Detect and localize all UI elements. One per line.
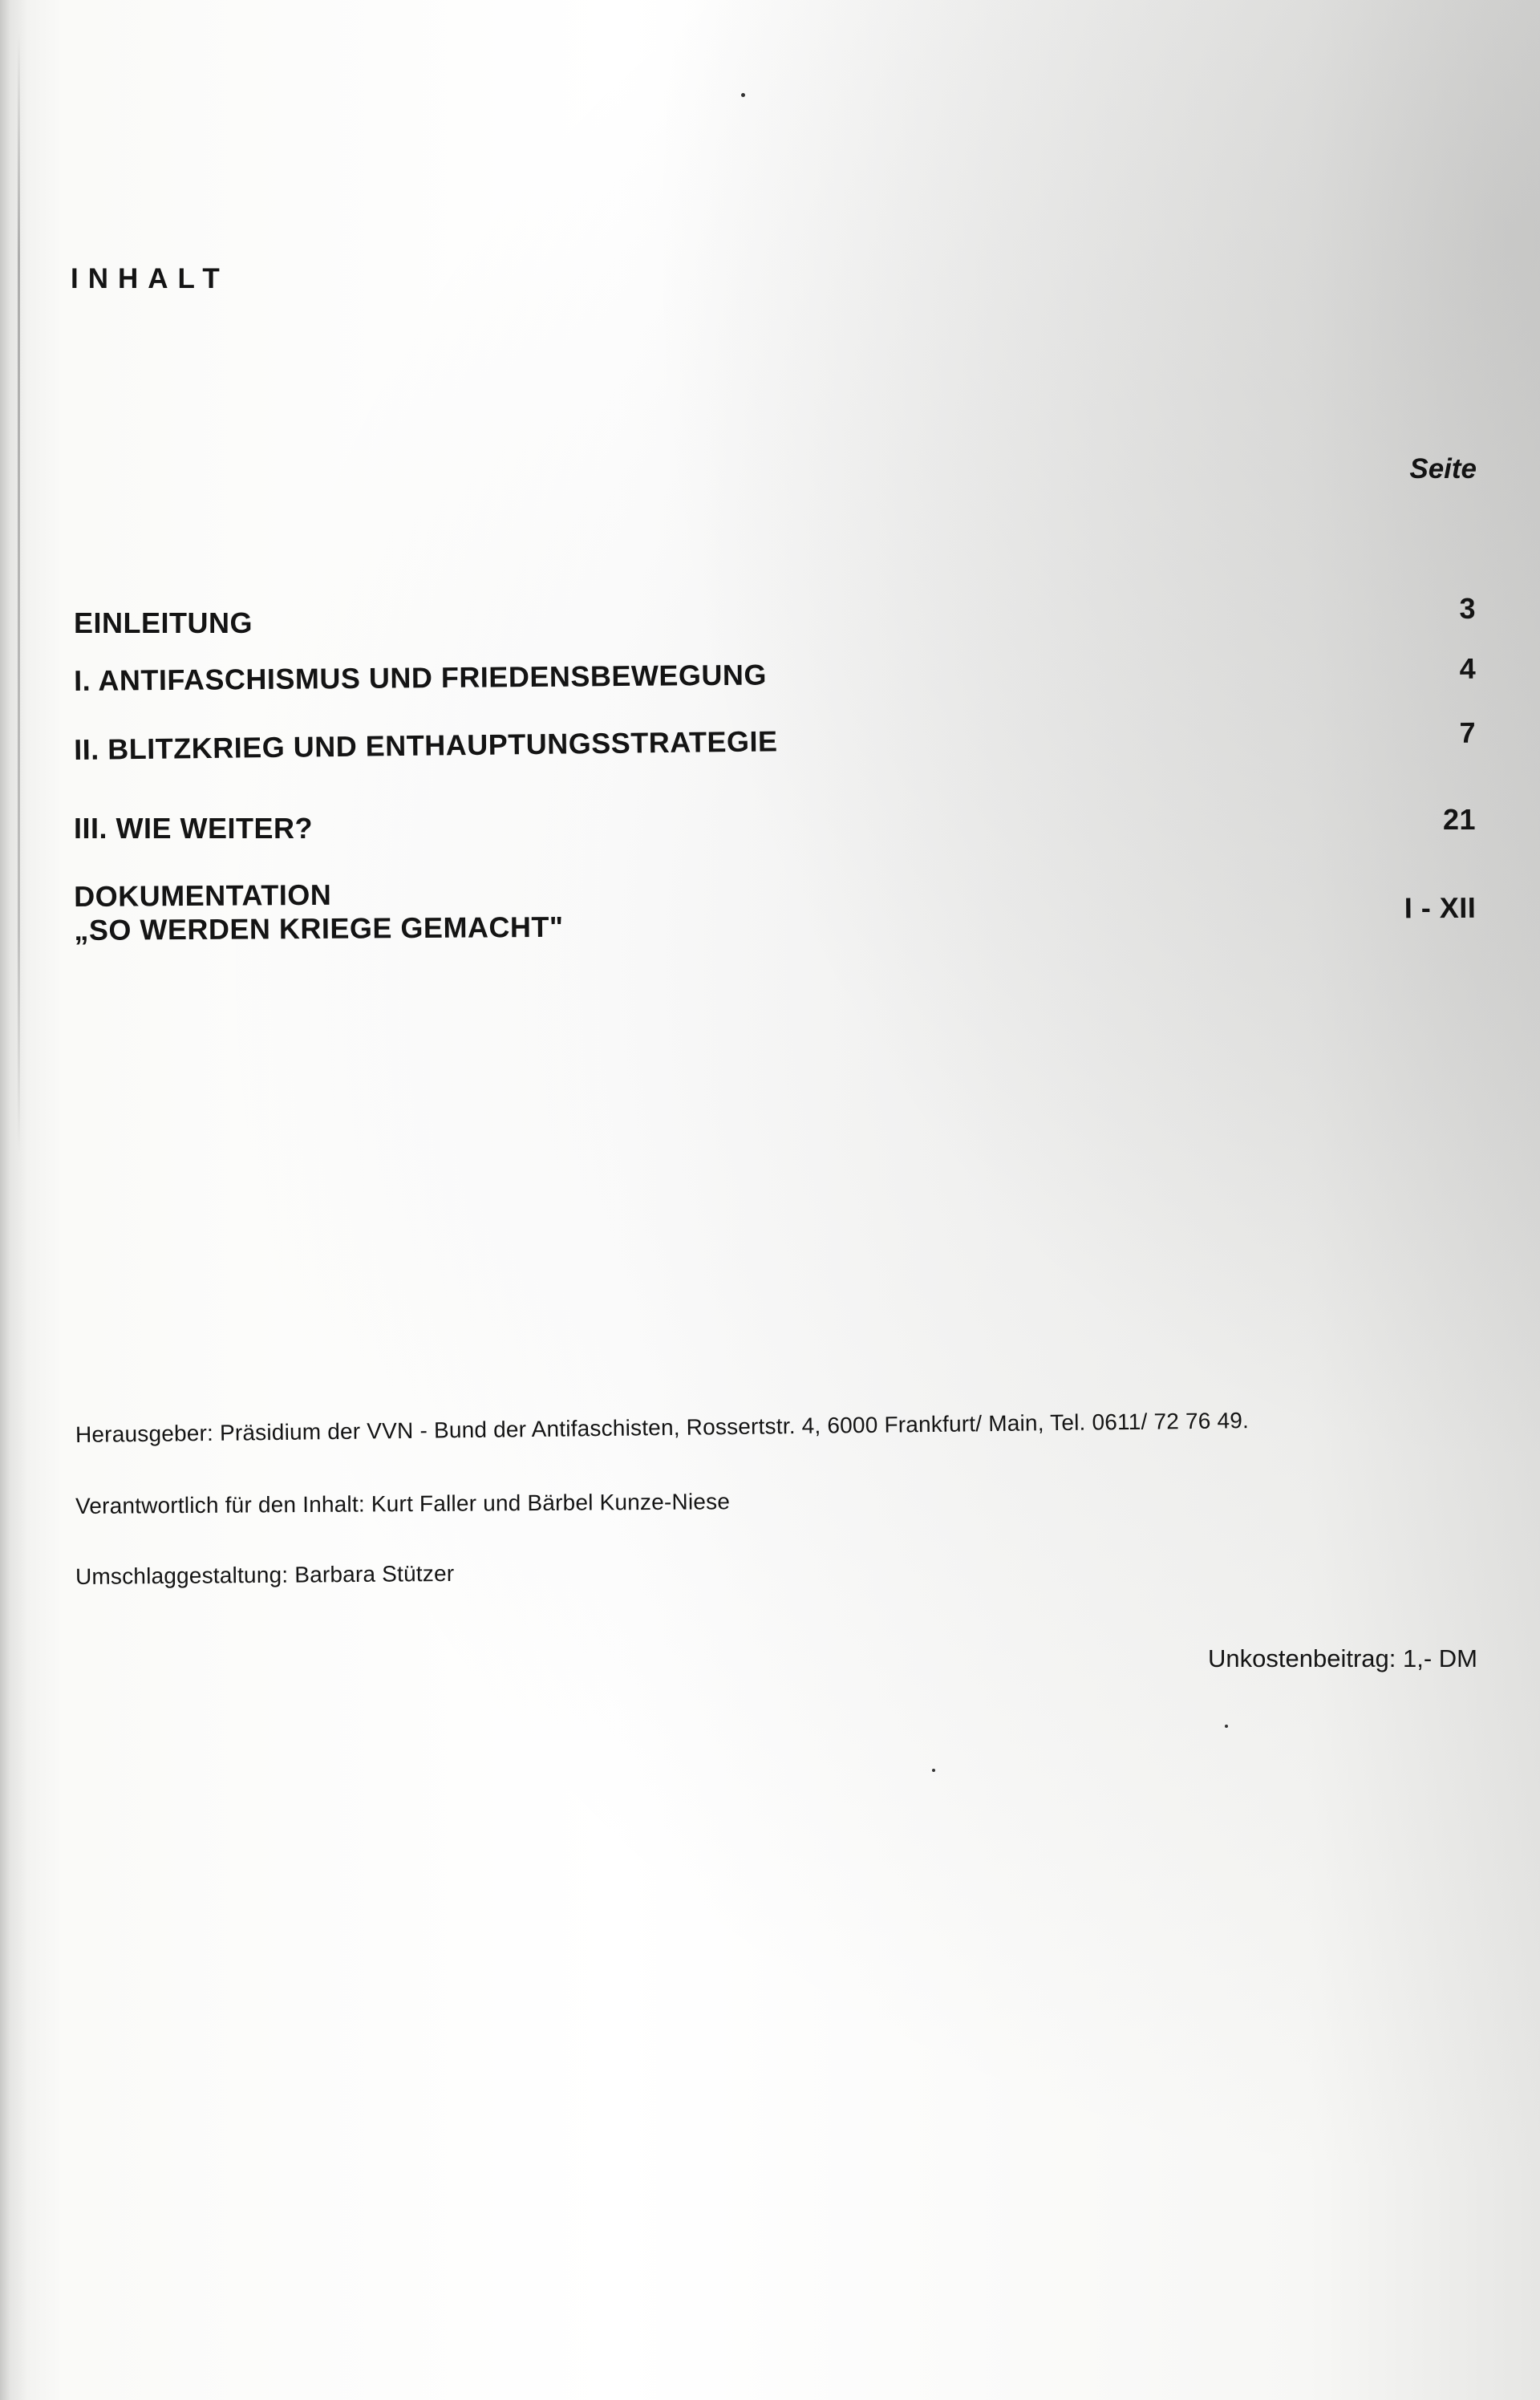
toc-entry-page: I - XII	[1404, 890, 1477, 925]
fee-line: Unkostenbeitrag: 1,- DM	[1208, 1644, 1477, 1672]
ink-speck	[932, 1769, 935, 1772]
toc-entry-title: II. BLITZKRIEG UND ENTHAUPTUNGSSTRATEGIE	[74, 724, 778, 766]
toc-entry-title-line: DOKUMENTATION	[74, 878, 332, 913]
toc-entry	[74, 651, 1477, 697]
toc-entry-title: I. ANTIFASCHISMUS UND FRIEDENSBEWEGUNG	[74, 658, 768, 697]
toc-entry-page: 4	[1459, 651, 1477, 685]
toc-entry-page: 3	[1459, 592, 1476, 625]
responsible-line: Verantwortlich für den Inhalt: Kurt Faller und Bärbel Kunze-Niese	[75, 1489, 731, 1518]
toc-entry-title-line: „SO WERDEN KRIEGE GEMACHT"	[74, 910, 564, 947]
contents-heading: INHALT	[71, 263, 229, 294]
page-column-label: Seite	[1409, 453, 1477, 484]
toc-entry-page: 21	[1442, 803, 1476, 836]
toc-entry-title: EINLEITUNG	[74, 606, 253, 639]
toc-entry-page: 7	[1459, 716, 1477, 749]
toc-entry-title	[74, 875, 796, 947]
toc-entry	[74, 716, 1477, 766]
binding-line	[18, 32, 20, 1155]
binding-edge	[0, 0, 27, 2400]
publisher-line: Herausgeber: Präsidium der VVN - Bund der Antifaschisten, Rossertstr. 4, 6000 Frankfurt/ Main, Tel. 0611/ 72 76 49.	[75, 1408, 1250, 1447]
cover-design-line: Umschlaggestaltung: Barbara Stützer	[75, 1560, 455, 1589]
ink-speck	[1225, 1725, 1228, 1728]
ink-speck	[741, 93, 745, 97]
toc-entry-title: III. WIE WEITER?	[74, 812, 313, 845]
toc-entry	[74, 870, 1477, 947]
